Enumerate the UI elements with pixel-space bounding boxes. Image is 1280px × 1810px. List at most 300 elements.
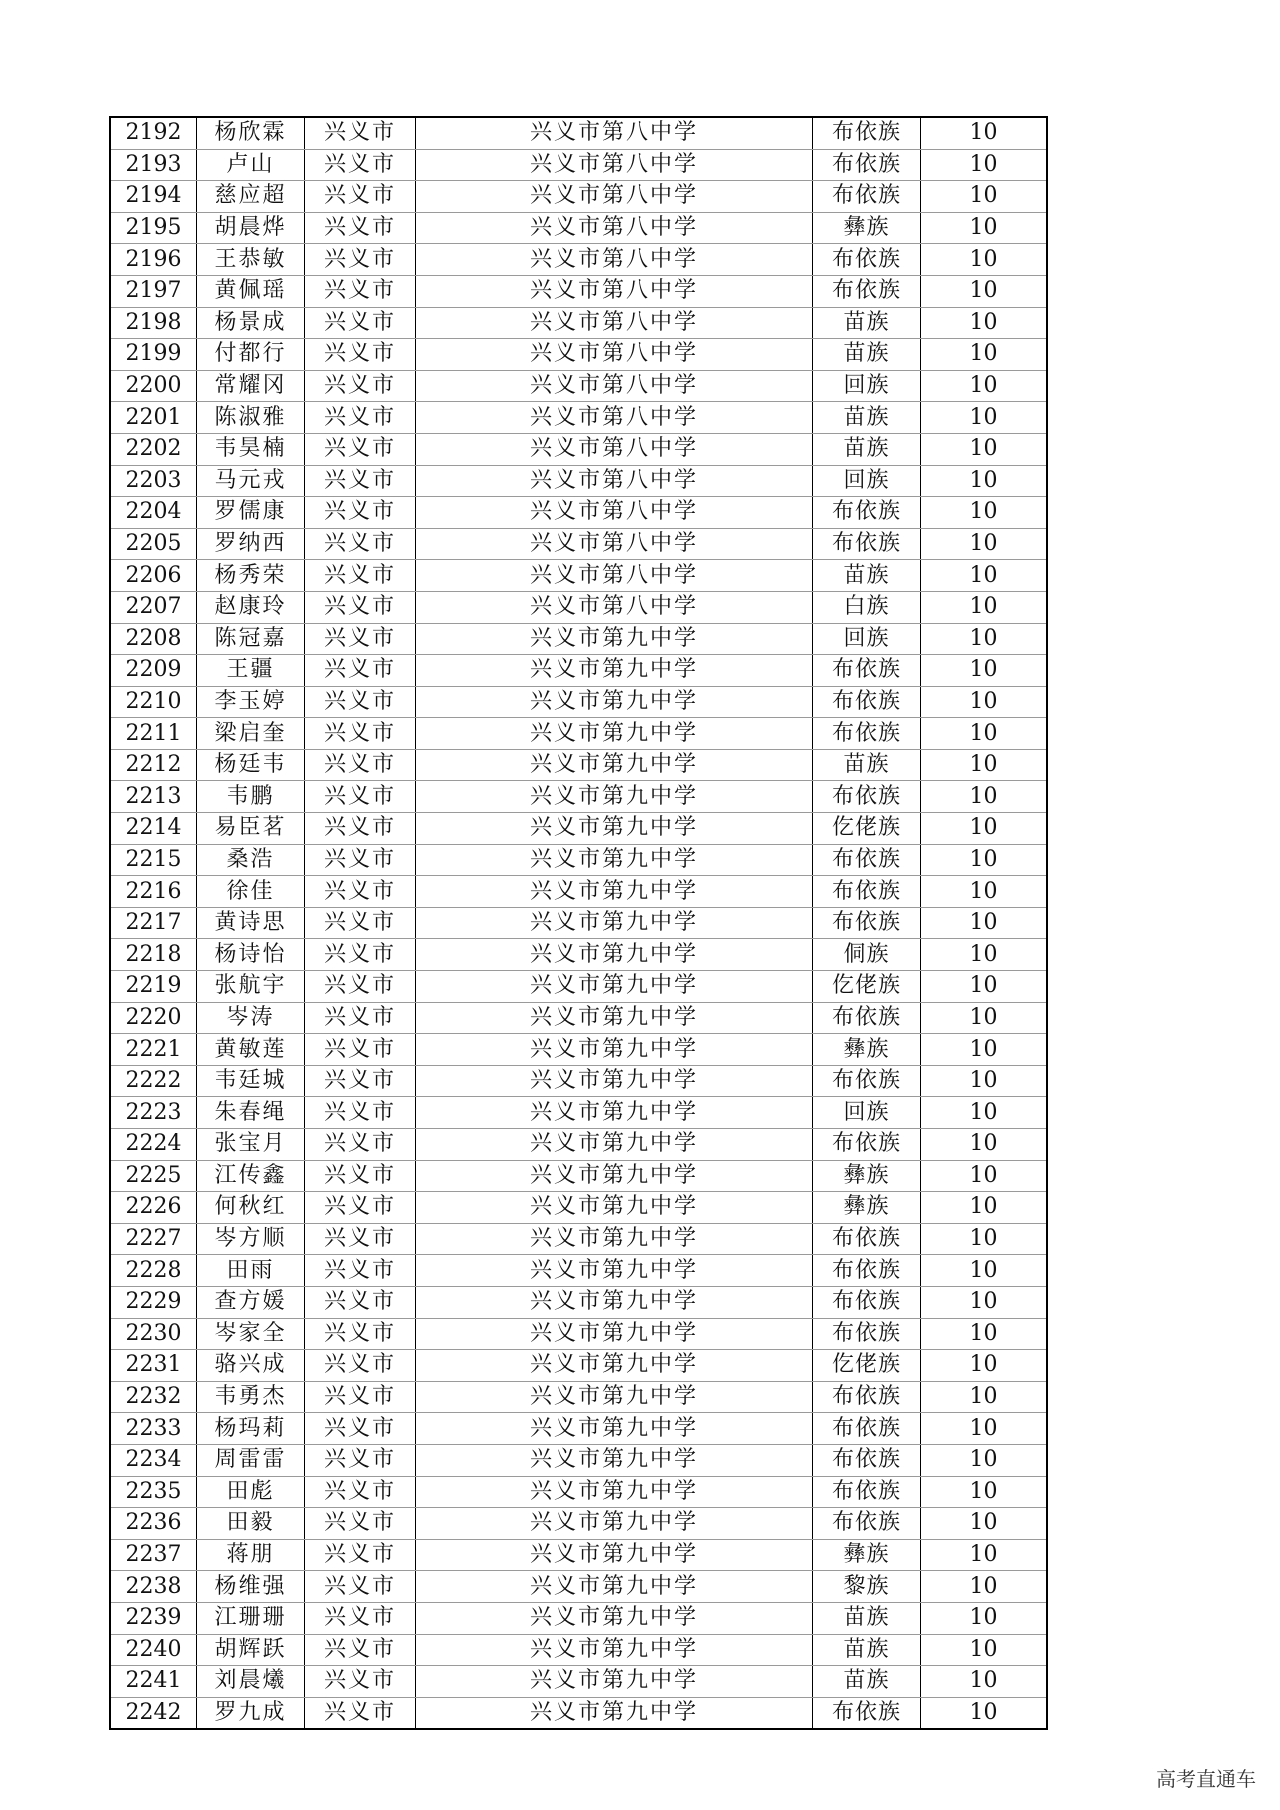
cell-school: 兴义市第九中学: [416, 1571, 813, 1603]
table-row: [110, 402, 1047, 434]
cell-score: 10: [921, 1571, 1048, 1603]
cell-score: 10: [921, 402, 1048, 434]
cell-score: 10: [921, 1602, 1048, 1634]
cell-name: 骆兴成: [197, 1350, 305, 1382]
cell-name: 陈冠嘉: [197, 623, 305, 655]
cell-number: 2236: [110, 1508, 197, 1540]
cell-name: 杨欣霖: [197, 117, 305, 149]
cell-school: 兴义市第九中学: [416, 844, 813, 876]
cell-city: 兴义市: [305, 1350, 416, 1382]
cell-city: 兴义市: [305, 497, 416, 529]
table-row: [110, 1571, 1047, 1603]
cell-name: 杨诗怡: [197, 939, 305, 971]
cell-ethnicity: 苗族: [813, 339, 921, 371]
table-row: [110, 339, 1047, 371]
cell-school: 兴义市第八中学: [416, 560, 813, 592]
cell-ethnicity: 布依族: [813, 528, 921, 560]
table-row: [110, 465, 1047, 497]
cell-school: 兴义市第九中学: [416, 1065, 813, 1097]
cell-number: 2239: [110, 1602, 197, 1634]
cell-ethnicity: 仡佬族: [813, 813, 921, 845]
cell-ethnicity: 侗族: [813, 939, 921, 971]
cell-name: 韦勇杰: [197, 1381, 305, 1413]
cell-name: 陈淑雅: [197, 402, 305, 434]
cell-score: 10: [921, 1255, 1048, 1287]
cell-name: 田彪: [197, 1476, 305, 1508]
table-row: [110, 1286, 1047, 1318]
cell-city: 兴义市: [305, 402, 416, 434]
cell-number: 2222: [110, 1065, 197, 1097]
table-row: [110, 1034, 1047, 1066]
cell-city: 兴义市: [305, 718, 416, 750]
table-row: [110, 1602, 1047, 1634]
cell-number: 2211: [110, 718, 197, 750]
cell-name: 胡晨烨: [197, 212, 305, 244]
cell-score: 10: [921, 749, 1048, 781]
table-row: [110, 1255, 1047, 1287]
cell-school: 兴义市第九中学: [416, 1097, 813, 1129]
cell-school: 兴义市第九中学: [416, 1034, 813, 1066]
cell-ethnicity: 布依族: [813, 844, 921, 876]
cell-number: 2232: [110, 1381, 197, 1413]
cell-ethnicity: 苗族: [813, 1602, 921, 1634]
cell-city: 兴义市: [305, 655, 416, 687]
cell-number: 2216: [110, 876, 197, 908]
cell-ethnicity: 布依族: [813, 907, 921, 939]
cell-score: 10: [921, 686, 1048, 718]
cell-number: 2229: [110, 1286, 197, 1318]
table-row: [110, 1381, 1047, 1413]
cell-city: 兴义市: [305, 686, 416, 718]
cell-city: 兴义市: [305, 1444, 416, 1476]
cell-ethnicity: 布依族: [813, 275, 921, 307]
cell-city: 兴义市: [305, 1160, 416, 1192]
cell-ethnicity: 回族: [813, 465, 921, 497]
cell-city: 兴义市: [305, 149, 416, 181]
cell-ethnicity: 布依族: [813, 1318, 921, 1350]
cell-score: 10: [921, 1539, 1048, 1571]
cell-ethnicity: 布依族: [813, 1476, 921, 1508]
cell-score: 10: [921, 528, 1048, 560]
table-row: [110, 1192, 1047, 1224]
watermark-text: 高考直通车: [1156, 1767, 1256, 1791]
cell-name: 马元戎: [197, 465, 305, 497]
cell-name: 罗纳西: [197, 528, 305, 560]
cell-score: 10: [921, 1476, 1048, 1508]
table-row: [110, 181, 1047, 213]
cell-school: 兴义市第九中学: [416, 1223, 813, 1255]
cell-score: 10: [921, 1002, 1048, 1034]
cell-city: 兴义市: [305, 212, 416, 244]
cell-school: 兴义市第八中学: [416, 212, 813, 244]
cell-score: 10: [921, 1413, 1048, 1445]
table-row: [110, 1666, 1047, 1698]
table-row: [110, 307, 1047, 339]
cell-number: 2231: [110, 1350, 197, 1382]
cell-number: 2209: [110, 655, 197, 687]
cell-city: 兴义市: [305, 591, 416, 623]
cell-number: 2203: [110, 465, 197, 497]
cell-school: 兴义市第八中学: [416, 497, 813, 529]
cell-city: 兴义市: [305, 1602, 416, 1634]
cell-score: 10: [921, 339, 1048, 371]
cell-school: 兴义市第九中学: [416, 1413, 813, 1445]
cell-score: 10: [921, 1065, 1048, 1097]
cell-school: 兴义市第八中学: [416, 307, 813, 339]
cell-school: 兴义市第九中学: [416, 1508, 813, 1540]
table-row: [110, 560, 1047, 592]
cell-ethnicity: 布依族: [813, 655, 921, 687]
cell-score: 10: [921, 1223, 1048, 1255]
cell-school: 兴义市第九中学: [416, 1602, 813, 1634]
cell-number: 2240: [110, 1634, 197, 1666]
cell-number: 2192: [110, 117, 197, 149]
table-row: [110, 1539, 1047, 1571]
cell-score: 10: [921, 813, 1048, 845]
table-row: [110, 686, 1047, 718]
cell-score: 10: [921, 370, 1048, 402]
cell-school: 兴义市第八中学: [416, 591, 813, 623]
cell-city: 兴义市: [305, 465, 416, 497]
cell-name: 岑家全: [197, 1318, 305, 1350]
cell-score: 10: [921, 1129, 1048, 1161]
cell-school: 兴义市第九中学: [416, 1318, 813, 1350]
table-row: [110, 749, 1047, 781]
cell-school: 兴义市第八中学: [416, 339, 813, 371]
cell-number: 2233: [110, 1413, 197, 1445]
cell-name: 朱春绳: [197, 1097, 305, 1129]
cell-school: 兴义市第九中学: [416, 1286, 813, 1318]
table-row: [110, 370, 1047, 402]
cell-name: 张宝月: [197, 1129, 305, 1161]
cell-ethnicity: 布依族: [813, 1286, 921, 1318]
cell-score: 10: [921, 1286, 1048, 1318]
cell-ethnicity: 彝族: [813, 1034, 921, 1066]
cell-school: 兴义市第九中学: [416, 623, 813, 655]
cell-score: 10: [921, 939, 1048, 971]
cell-city: 兴义市: [305, 1192, 416, 1224]
roster-body: [110, 117, 1047, 1729]
cell-ethnicity: 苗族: [813, 433, 921, 465]
cell-name: 罗九成: [197, 1697, 305, 1729]
cell-ethnicity: 苗族: [813, 1634, 921, 1666]
cell-number: 2204: [110, 497, 197, 529]
table-row: [110, 907, 1047, 939]
table-row: [110, 1476, 1047, 1508]
table-row: [110, 212, 1047, 244]
cell-number: 2225: [110, 1160, 197, 1192]
cell-number: 2237: [110, 1539, 197, 1571]
cell-city: 兴义市: [305, 433, 416, 465]
cell-school: 兴义市第九中学: [416, 1634, 813, 1666]
cell-number: 2206: [110, 560, 197, 592]
cell-score: 10: [921, 1381, 1048, 1413]
cell-number: 2205: [110, 528, 197, 560]
cell-name: 赵康玲: [197, 591, 305, 623]
table-row: [110, 1697, 1047, 1729]
cell-ethnicity: 布依族: [813, 1065, 921, 1097]
cell-number: 2224: [110, 1129, 197, 1161]
cell-city: 兴义市: [305, 1065, 416, 1097]
cell-score: 10: [921, 181, 1048, 213]
cell-city: 兴义市: [305, 939, 416, 971]
cell-ethnicity: 布依族: [813, 1002, 921, 1034]
cell-number: 2198: [110, 307, 197, 339]
table-row: [110, 1223, 1047, 1255]
cell-number: 2227: [110, 1223, 197, 1255]
cell-name: 刘晨爔: [197, 1666, 305, 1698]
cell-city: 兴义市: [305, 1002, 416, 1034]
cell-number: 2201: [110, 402, 197, 434]
cell-ethnicity: 布依族: [813, 1255, 921, 1287]
cell-ethnicity: 彝族: [813, 1160, 921, 1192]
cell-city: 兴义市: [305, 1539, 416, 1571]
cell-school: 兴义市第九中学: [416, 971, 813, 1003]
cell-score: 10: [921, 1160, 1048, 1192]
cell-name: 周雷雷: [197, 1444, 305, 1476]
cell-ethnicity: 白族: [813, 591, 921, 623]
cell-school: 兴义市第八中学: [416, 275, 813, 307]
cell-ethnicity: 布依族: [813, 181, 921, 213]
cell-ethnicity: 布依族: [813, 1697, 921, 1729]
table-row: [110, 781, 1047, 813]
cell-city: 兴义市: [305, 1476, 416, 1508]
table-row: [110, 433, 1047, 465]
cell-number: 2234: [110, 1444, 197, 1476]
cell-number: 2218: [110, 939, 197, 971]
cell-ethnicity: 布依族: [813, 1508, 921, 1540]
cell-score: 10: [921, 244, 1048, 276]
cell-number: 2221: [110, 1034, 197, 1066]
cell-city: 兴义市: [305, 1286, 416, 1318]
cell-number: 2199: [110, 339, 197, 371]
cell-name: 罗儒康: [197, 497, 305, 529]
table-row: [110, 623, 1047, 655]
cell-school: 兴义市第八中学: [416, 117, 813, 149]
cell-school: 兴义市第九中学: [416, 1192, 813, 1224]
cell-city: 兴义市: [305, 1318, 416, 1350]
cell-score: 10: [921, 1444, 1048, 1476]
cell-school: 兴义市第九中学: [416, 1697, 813, 1729]
cell-city: 兴义市: [305, 117, 416, 149]
cell-name: 常耀冈: [197, 370, 305, 402]
cell-name: 何秋红: [197, 1192, 305, 1224]
cell-school: 兴义市第八中学: [416, 528, 813, 560]
cell-number: 2193: [110, 149, 197, 181]
cell-number: 2213: [110, 781, 197, 813]
cell-name: 岑涛: [197, 1002, 305, 1034]
cell-score: 10: [921, 465, 1048, 497]
cell-number: 2230: [110, 1318, 197, 1350]
cell-school: 兴义市第九中学: [416, 1160, 813, 1192]
cell-city: 兴义市: [305, 1129, 416, 1161]
cell-name: 杨秀荣: [197, 560, 305, 592]
cell-city: 兴义市: [305, 181, 416, 213]
cell-number: 2202: [110, 433, 197, 465]
cell-name: 王疆: [197, 655, 305, 687]
cell-score: 10: [921, 844, 1048, 876]
cell-school: 兴义市第八中学: [416, 181, 813, 213]
cell-name: 黄佩瑶: [197, 275, 305, 307]
cell-score: 10: [921, 1192, 1048, 1224]
cell-score: 10: [921, 1034, 1048, 1066]
cell-name: 杨维强: [197, 1571, 305, 1603]
cell-city: 兴义市: [305, 1255, 416, 1287]
cell-school: 兴义市第九中学: [416, 718, 813, 750]
cell-score: 10: [921, 591, 1048, 623]
cell-name: 韦鹏: [197, 781, 305, 813]
cell-city: 兴义市: [305, 1634, 416, 1666]
cell-name: 付都行: [197, 339, 305, 371]
cell-score: 10: [921, 1318, 1048, 1350]
cell-score: 10: [921, 1350, 1048, 1382]
cell-ethnicity: 布依族: [813, 781, 921, 813]
cell-score: 10: [921, 307, 1048, 339]
cell-city: 兴义市: [305, 623, 416, 655]
cell-score: 10: [921, 655, 1048, 687]
cell-city: 兴义市: [305, 876, 416, 908]
cell-city: 兴义市: [305, 1508, 416, 1540]
cell-ethnicity: 布依族: [813, 1413, 921, 1445]
cell-score: 10: [921, 1634, 1048, 1666]
cell-ethnicity: 彝族: [813, 1192, 921, 1224]
cell-name: 张航宇: [197, 971, 305, 1003]
cell-ethnicity: 布依族: [813, 718, 921, 750]
cell-city: 兴义市: [305, 971, 416, 1003]
table-row: [110, 813, 1047, 845]
cell-city: 兴义市: [305, 1666, 416, 1698]
table-row: [110, 718, 1047, 750]
cell-name: 韦昊楠: [197, 433, 305, 465]
cell-number: 2235: [110, 1476, 197, 1508]
cell-number: 2228: [110, 1255, 197, 1287]
cell-score: 10: [921, 433, 1048, 465]
cell-city: 兴义市: [305, 1571, 416, 1603]
cell-name: 胡辉跃: [197, 1634, 305, 1666]
cell-city: 兴义市: [305, 1697, 416, 1729]
roster-table: [109, 116, 1048, 1730]
cell-number: 2238: [110, 1571, 197, 1603]
cell-school: 兴义市第八中学: [416, 465, 813, 497]
cell-ethnicity: 布依族: [813, 1223, 921, 1255]
cell-school: 兴义市第八中学: [416, 402, 813, 434]
table-row: [110, 1318, 1047, 1350]
cell-ethnicity: 苗族: [813, 1666, 921, 1698]
cell-ethnicity: 布依族: [813, 117, 921, 149]
cell-number: 2197: [110, 275, 197, 307]
cell-school: 兴义市第九中学: [416, 1350, 813, 1382]
cell-ethnicity: 回族: [813, 623, 921, 655]
table-row: [110, 1097, 1047, 1129]
cell-school: 兴义市第九中学: [416, 907, 813, 939]
cell-name: 桑浩: [197, 844, 305, 876]
table-row: [110, 876, 1047, 908]
cell-number: 2200: [110, 370, 197, 402]
cell-ethnicity: 黎族: [813, 1571, 921, 1603]
cell-name: 黄诗思: [197, 907, 305, 939]
cell-name: 李玉婷: [197, 686, 305, 718]
cell-school: 兴义市第八中学: [416, 244, 813, 276]
cell-number: 2217: [110, 907, 197, 939]
cell-number: 2194: [110, 181, 197, 213]
cell-name: 韦廷城: [197, 1065, 305, 1097]
table-row: [110, 591, 1047, 623]
cell-score: 10: [921, 560, 1048, 592]
cell-city: 兴义市: [305, 275, 416, 307]
cell-number: 2223: [110, 1097, 197, 1129]
cell-city: 兴义市: [305, 560, 416, 592]
cell-school: 兴义市第九中学: [416, 1476, 813, 1508]
cell-ethnicity: 苗族: [813, 749, 921, 781]
table-row: [110, 1129, 1047, 1161]
cell-ethnicity: 布依族: [813, 876, 921, 908]
cell-name: 黄敏莲: [197, 1034, 305, 1066]
cell-school: 兴义市第九中学: [416, 939, 813, 971]
cell-name: 杨景成: [197, 307, 305, 339]
table-row: [110, 939, 1047, 971]
cell-ethnicity: 回族: [813, 1097, 921, 1129]
cell-city: 兴义市: [305, 244, 416, 276]
table-row: [110, 528, 1047, 560]
cell-number: 2210: [110, 686, 197, 718]
cell-name: 田雨: [197, 1255, 305, 1287]
table-row: [110, 1160, 1047, 1192]
cell-score: 10: [921, 1508, 1048, 1540]
cell-city: 兴义市: [305, 1034, 416, 1066]
cell-name: 梁启奎: [197, 718, 305, 750]
cell-city: 兴义市: [305, 339, 416, 371]
cell-score: 10: [921, 971, 1048, 1003]
cell-city: 兴义市: [305, 1381, 416, 1413]
cell-school: 兴义市第九中学: [416, 876, 813, 908]
cell-school: 兴义市第八中学: [416, 370, 813, 402]
cell-city: 兴义市: [305, 813, 416, 845]
cell-ethnicity: 苗族: [813, 402, 921, 434]
table-row: [110, 117, 1047, 149]
cell-city: 兴义市: [305, 307, 416, 339]
cell-school: 兴义市第九中学: [416, 1539, 813, 1571]
cell-name: 王恭敏: [197, 244, 305, 276]
table-row: [110, 1002, 1047, 1034]
cell-name: 卢山: [197, 149, 305, 181]
cell-school: 兴义市第九中学: [416, 1381, 813, 1413]
cell-city: 兴义市: [305, 781, 416, 813]
cell-ethnicity: 苗族: [813, 560, 921, 592]
cell-score: 10: [921, 1697, 1048, 1729]
cell-name: 徐佳: [197, 876, 305, 908]
cell-name: 杨廷韦: [197, 749, 305, 781]
cell-ethnicity: 布依族: [813, 244, 921, 276]
cell-school: 兴义市第九中学: [416, 781, 813, 813]
cell-score: 10: [921, 149, 1048, 181]
cell-number: 2242: [110, 1697, 197, 1729]
cell-city: 兴义市: [305, 907, 416, 939]
cell-city: 兴义市: [305, 528, 416, 560]
cell-school: 兴义市第九中学: [416, 749, 813, 781]
cell-ethnicity: 布依族: [813, 686, 921, 718]
table-row: [110, 275, 1047, 307]
cell-ethnicity: 仡佬族: [813, 1350, 921, 1382]
cell-number: 2220: [110, 1002, 197, 1034]
cell-city: 兴义市: [305, 1413, 416, 1445]
cell-school: 兴义市第九中学: [416, 1444, 813, 1476]
table-row: [110, 149, 1047, 181]
cell-ethnicity: 布依族: [813, 149, 921, 181]
cell-school: 兴义市第九中学: [416, 1666, 813, 1698]
cell-number: 2208: [110, 623, 197, 655]
table-row: [110, 1508, 1047, 1540]
cell-number: 2195: [110, 212, 197, 244]
